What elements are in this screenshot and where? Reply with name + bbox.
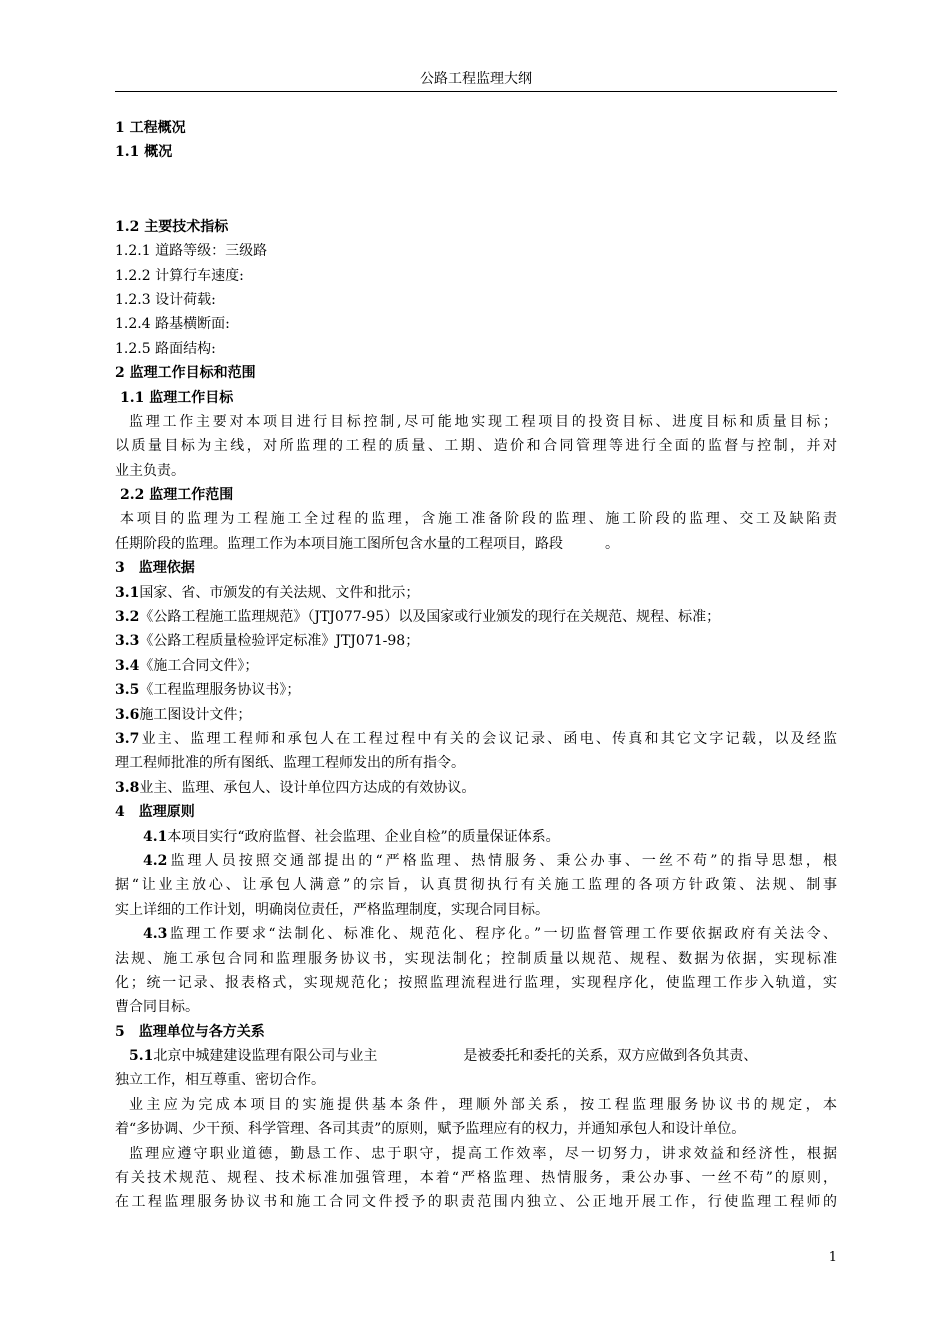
header-rule — [115, 91, 837, 92]
basis-item — [115, 678, 837, 702]
paragraph-line: 独立工作，相互尊重、密切合作。 — [115, 1072, 325, 1089]
paragraph-line: 监理工作主要对本项目进行目标控制,尽可能地实现工程项目的投资目标、进度目标和质量目标； — [129, 413, 837, 430]
section-5-heading: 5 监理单位与各方关系 — [115, 1023, 265, 1040]
paragraph-text: 。 — [605, 535, 619, 552]
item-number: 3.4 — [115, 657, 140, 674]
paragraph-line: 业主负责。 — [115, 462, 185, 479]
item-text: 监理人员按照交通部提出的“严格监理、热情服务、秉公办事、一丝不苟”的指导思想，根 — [167, 852, 837, 869]
item-text: 《工程监理服务协议书》； — [139, 682, 301, 699]
section-2-1-heading: 1.1 监理工作目标 — [120, 389, 234, 406]
paragraph-line: 曹合同目标。 — [115, 999, 199, 1016]
section-4-heading: 4 监理原则 — [115, 804, 195, 821]
section-2-heading: 2 监理工作目标和范围 — [115, 365, 256, 382]
blank-space — [115, 165, 837, 215]
item-text: 业主、监理工程师和承包人在工程过程中有关的会议记录、函电、传真和其它文字记载，以及经监 — [139, 730, 837, 747]
item-number: 3.7 — [115, 730, 140, 747]
basis-item — [115, 654, 837, 678]
document-body — [115, 116, 837, 1215]
basis-item — [115, 629, 837, 653]
item-text: 施工图设计文件； — [139, 706, 252, 723]
paragraph-line: 监理应遵守职业道德，勤恳工作、忠于职守，提高工作效率，尽一切努力，讲求效益和经济性，根据 — [129, 1145, 837, 1162]
item-number: 3.5 — [115, 682, 140, 699]
principle-4-3 — [115, 922, 837, 946]
item-text: 《公路工程施工监理规范》（JTJ077-95）以及国家或行业颁发的现行在关规范、规程、标准； — [139, 609, 721, 626]
spec-item: 1.2.2 计算行车速度: — [115, 267, 244, 284]
spec-item: 1.2.1 道路等级：三级路 — [115, 243, 268, 260]
paragraph-line: 化；统一记录、报表格式，实现规范化；按照监理流程进行监理，实现程序化，使监理工作步入轨道，实 — [115, 974, 837, 991]
item-number: 3.8 — [115, 779, 140, 796]
spec-item: 1.2.4 路基横断面: — [115, 316, 230, 333]
item-text: 国家、省、市颁发的有关法规、文件和批示； — [139, 584, 420, 601]
principle-4-2 — [115, 849, 837, 873]
paragraph-line: 以质量目标为主线，对所监理的工程的质量、工期、造价和合同管理等进行全面的监督与控制，并对 — [115, 438, 837, 455]
item-number: 3.1 — [115, 584, 140, 601]
page-number: 1 — [828, 1250, 837, 1265]
section-3-heading: 3 监理依据 — [115, 560, 195, 577]
paragraph-line: 着“多协调、少干预、科学管理、各司其责”的原则，赋予监理应有的权力，并通知承包人和设计单位。 — [115, 1121, 746, 1138]
section-2-2-heading: 2.2 监理工作范围 — [120, 487, 234, 504]
paragraph-line: 业主应为完成本项目的实施提供基本条件，理顺外部关系，按工程监理服务协议书的规定，本 — [129, 1096, 837, 1113]
principle-4-1 — [115, 825, 837, 849]
paragraph-line: 有关技术规范、规程、技术标准加强管理，本着“严格监理、热情服务，秉公办事、一丝不苟”的原则， — [115, 1170, 837, 1187]
basis-item — [115, 776, 837, 800]
paragraph-line: 据“让业主放心、让承包人满意”的宗旨，认真贯彻执行有关施工监理的各项方针政策、法规、制事 — [115, 877, 837, 894]
item-number: 4.3 — [143, 926, 168, 943]
item-number: 4.1 — [143, 828, 168, 845]
paragraph-line: 本项目的监理为工程施工全过程的监理，含施工准备阶段的监理、施工阶段的监理、交工及缺陷责 — [120, 511, 837, 528]
item-number: 5.1 — [129, 1048, 154, 1065]
basis-item — [115, 727, 837, 751]
page-header-title: 公路工程监理大纲 — [420, 71, 532, 87]
paragraph-line: 法规、施工承包合同和监理服务协议书，实现法制化；控制质量以规范、规程、数据为依据，实现标准 — [115, 950, 837, 967]
spec-item: 1.2.5 路面结构: — [115, 340, 216, 357]
item-number: 4.2 — [143, 852, 168, 869]
item-text: 是被委托和委托的关系，双方应做到各负其责、 — [463, 1048, 758, 1065]
paragraph-line — [115, 532, 837, 556]
item-text: 业主、监理、承包人、设计单位四方达成的有效协议。 — [139, 779, 476, 796]
item-number: 3.3 — [115, 633, 140, 650]
section-1-heading: 1 工程概况 — [115, 120, 186, 136]
paragraph-line: 在工程监理服务协议书和施工合同文件授予的职责范围内独立、公正地开展工作，行使监理工程师的 — [115, 1194, 837, 1211]
item-text: 《公路工程质量检验评定标准》JTJ071-98； — [139, 633, 420, 650]
section-1-2-heading: 1.2 主要技术指标 — [115, 218, 229, 235]
spec-item: 1.2.3 设计荷载: — [115, 291, 216, 308]
paragraph-text: 任期阶段的监理。监理工作为本项目施工图所包含水量的工程项目，路段 — [115, 535, 563, 552]
item-text: 《施工合同文件》； — [139, 657, 259, 674]
basis-item — [115, 703, 837, 727]
item-text: 本项目实行“政府监督、社会监理、企业自检”的质量保证体系。 — [167, 828, 560, 845]
item-text: 监理工作要求“法制化、标准化、规范化、程序化。”一切监督管理工作要依据政府有关法令、 — [167, 926, 837, 943]
item-text: 北京中城建建设监理有限公司与业主 — [153, 1048, 378, 1065]
basis-item — [115, 605, 837, 629]
item-number: 3.6 — [115, 706, 140, 723]
item-number: 3.2 — [115, 609, 140, 626]
relation-5-1 — [115, 1044, 837, 1068]
paragraph-line: 实上详细的工作计划，明确岗位责任，严格监理制度，实现合同目标。 — [115, 901, 549, 918]
section-1-1-heading: 1.1 概况 — [115, 144, 173, 161]
basis-item — [115, 581, 837, 605]
basis-item-continued: 理工程师批准的所有图纸、监理工程师发出的所有指令。 — [115, 755, 465, 772]
